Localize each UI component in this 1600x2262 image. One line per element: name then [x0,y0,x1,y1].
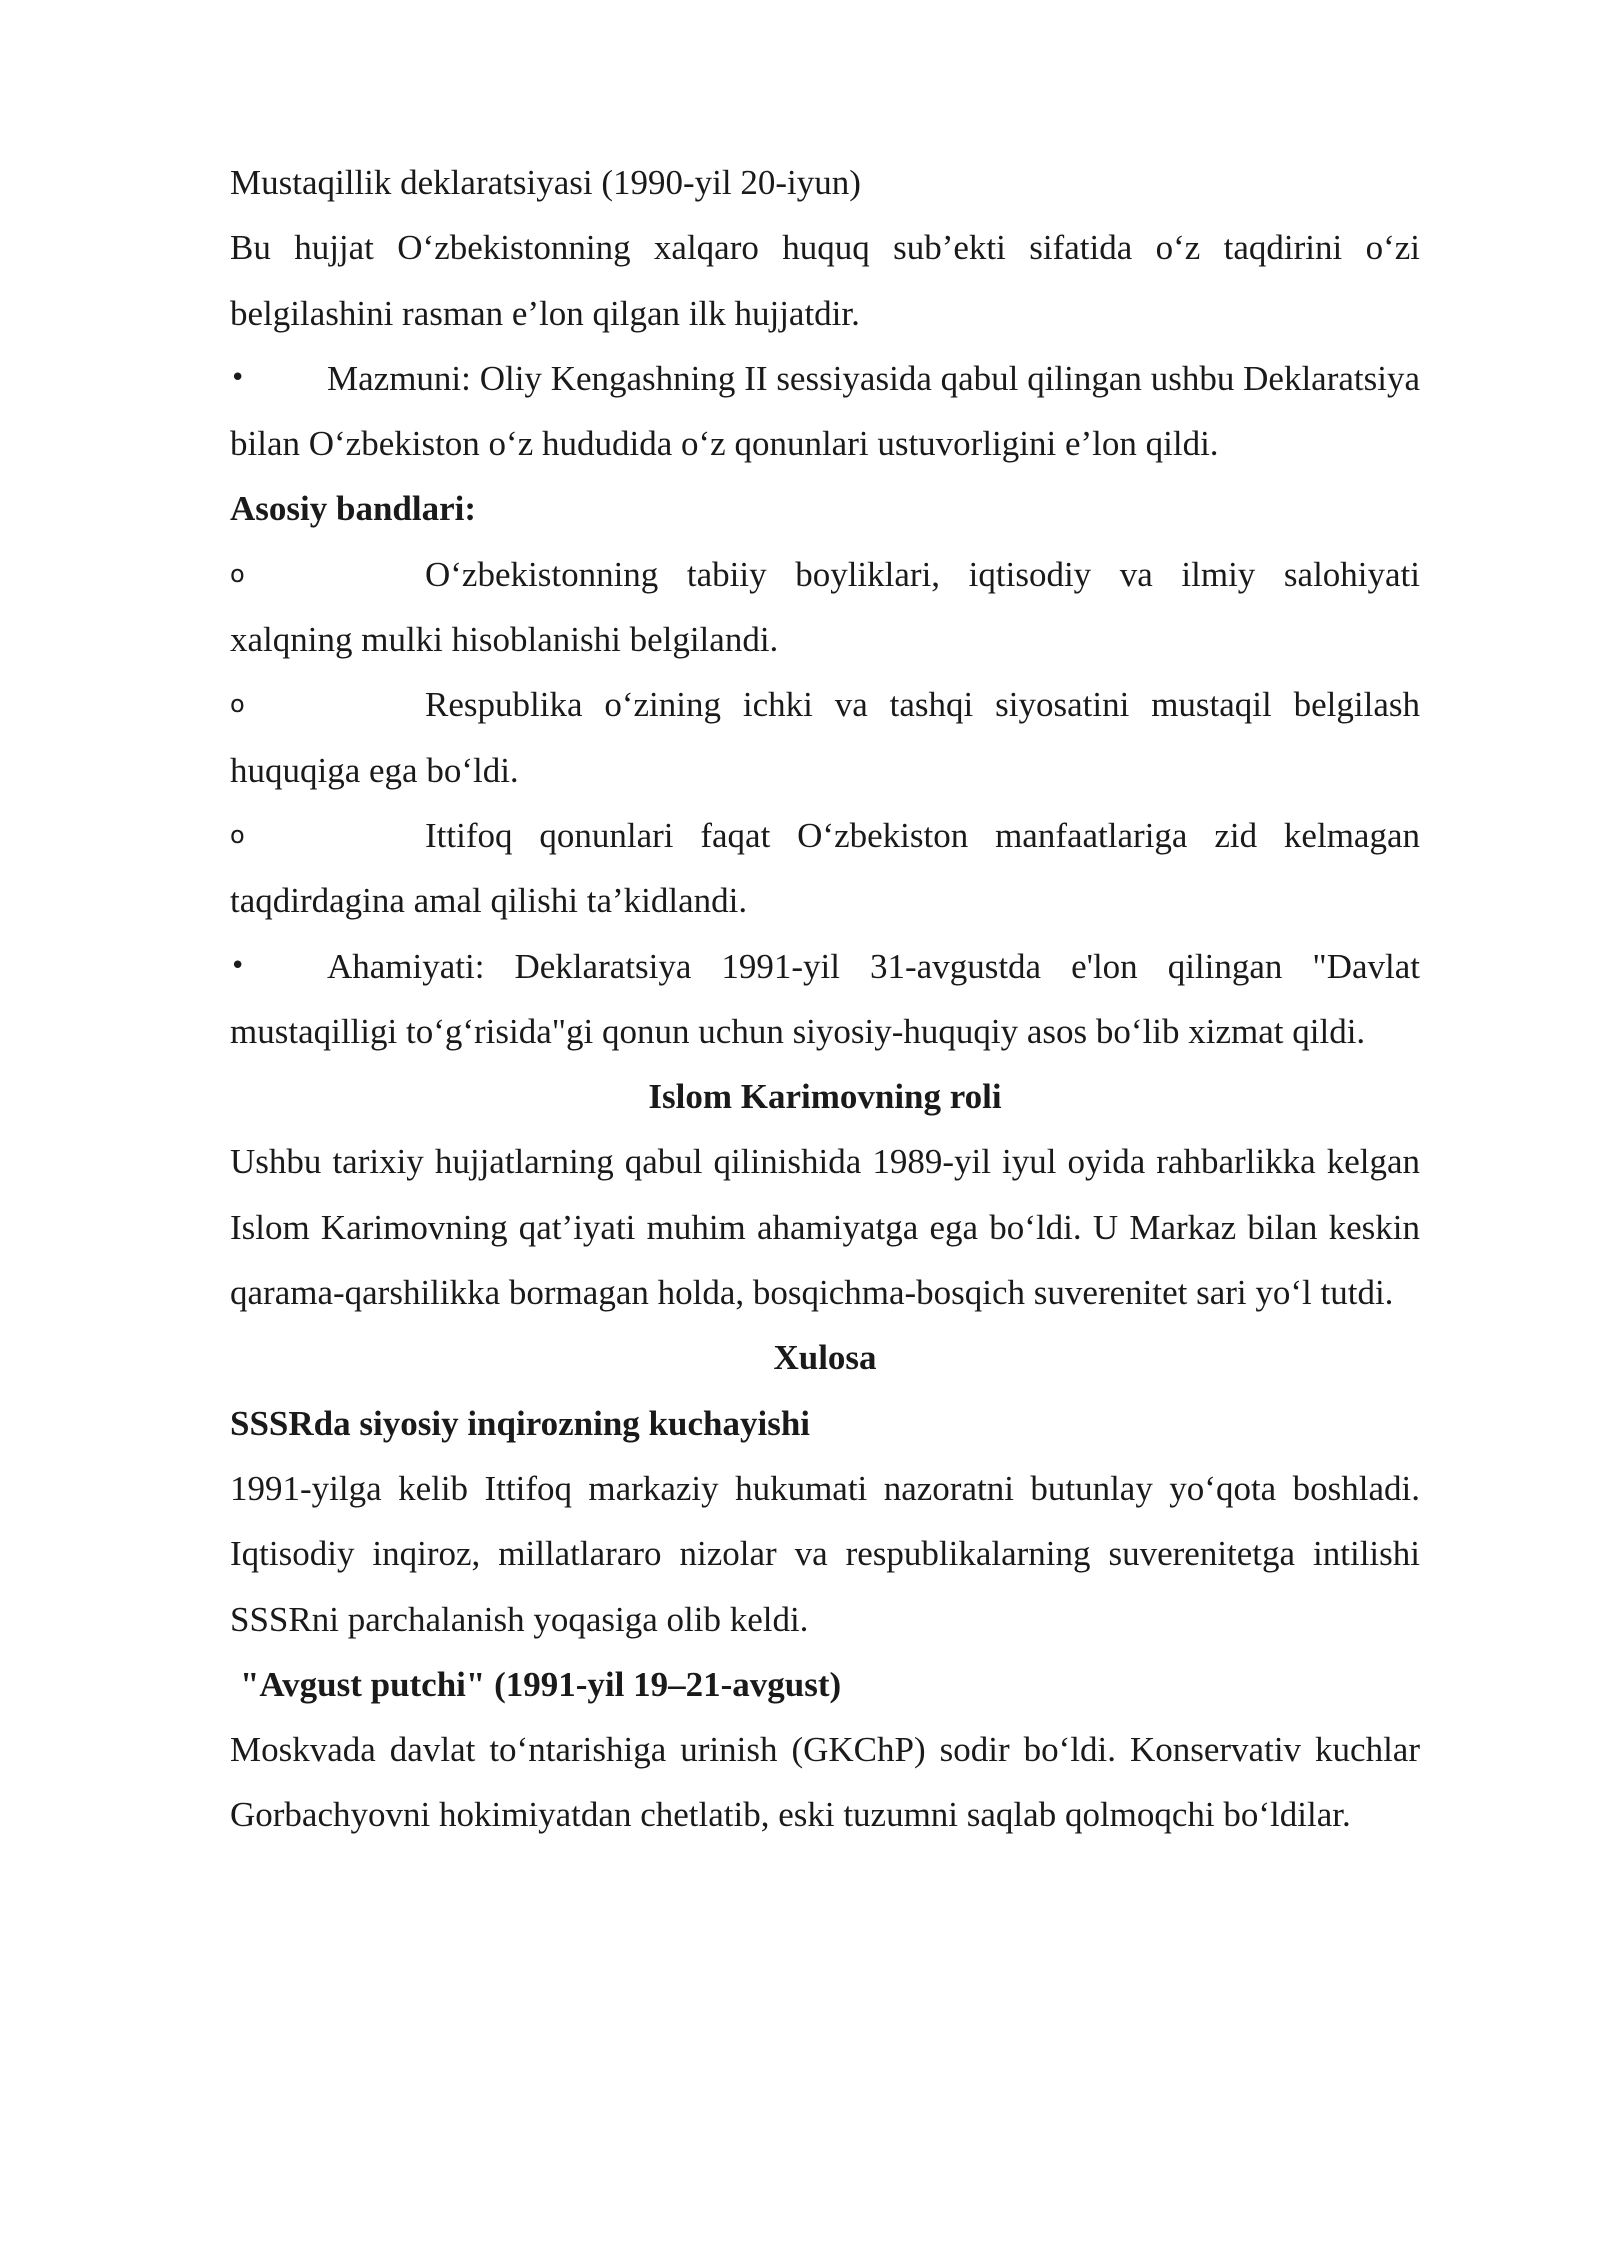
bullet-icon: • [230,950,246,981]
crisis-paragraph: 1991-yilga kelib Ittifoq markaziy hukumati nazoratni butunlay yo‘qota boshladi. Iqtisodiy inqiroz, millatlararo nizolar va respublikalarning suverenitetga intilishi SSSRni parchalanish yoqasiga olib keldi. [230,1468,1420,1639]
bullet-icon: • [230,362,246,393]
list-item [230,803,1420,934]
circle-bullet-icon: o [230,690,245,719]
bullet-item-significance [230,934,1420,1065]
declaration-intro: Bu hujjat O‘zbekistonning xalqaro huquq sub’ekti sifatida o‘z taqdirini o‘zi belgilashini rasman e’lon qilgan ilk hujjatdir. [230,228,1420,333]
subheading-main-points: Asosiy bandlari: [230,489,477,529]
list-item-text: Respublika o‘zining ichki va tashqi siyosatini mustaqil belgilash huquqiga ega bo‘ldi. [230,685,1420,790]
list-item [230,672,1420,803]
putsch-paragraph: Moskvada davlat to‘ntarishiga urinish (GKChP) sodir bo‘ldi. Konservativ kuchlar Gorbachyovni hokimiyatdan chetlatib, eski tuzumni saqlab qolmoqchi bo‘ldilar. [230,1730,1420,1835]
bullet-text: Oliy Kengashning II sessiyasida qabul qilingan ushbu Deklaratsiya bilan O‘zbekiston o‘z hududida o‘z qonunlari ustuvorligini e’lon qildi. [230,358,1421,464]
bullet-label: Ahamiyati: [327,946,485,986]
bullet-item-content [230,346,1420,477]
bullet-label: Mazmuni: [327,358,471,398]
circle-bullet-icon: o [230,559,245,588]
karimov-paragraph: Ushbu tarixiy hujjatlarning qabul qilinishida 1989-yil iyul oyida rahbarlikka kelgan Islom Karimovning qat’iyati muhim ahamiyatga ega bo‘ldi. U Markaz bilan keskin qarama-qarshilikka bormagan holda, bosqichma-bosqich suverenitet sari yo‘l tutdi. [230,1142,1420,1313]
list-item-text: Ittifoq qonunlari faqat O‘zbekiston manfaatlariga zid kelmagan taqdirdagina amal qilishi ta’kidlandi. [230,815,1420,921]
list-item-text: O‘zbekistonning tabiiy boyliklari, iqtisodiy va ilmiy salohiyati xalqning mulki hisoblanishi belgilandi. [230,554,1420,660]
subheading-august-putsch: "Avgust putchi" (1991-yil 19–21-avgust) [240,1664,842,1704]
bullet-text: Deklaratsiya 1991-yil 31-avgustda e'lon qilingan "Davlat mustaqilligi to‘g‘risida"gi qonun uchun siyosiy-huquqiy asos bo‘lib xizmat qildi. [230,946,1421,1051]
subheading-crisis: SSSRda siyosiy inqirozning kuchayishi [230,1403,811,1443]
section-title-conclusion: Xulosa [773,1338,877,1378]
section-title-karimov: Islom Karimovning roli [648,1077,1002,1117]
section-title-declaration: Mustaqillik deklaratsiyasi (1990-yil 20-iyun) [230,163,861,202]
list-item [230,542,1420,673]
circle-bullet-icon: o [230,820,245,849]
